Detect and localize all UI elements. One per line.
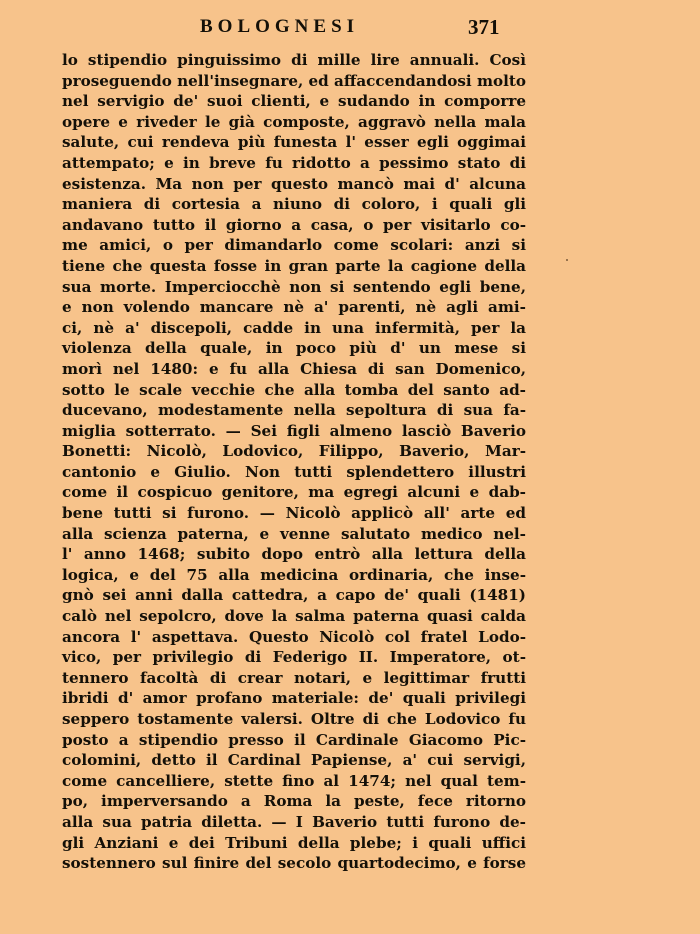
running-title: BOLOGNESI [200, 16, 360, 37]
text-line: calò nel sepolcro, dove la salma paterna quasi calda [62, 607, 526, 626]
text-line: colomini, detto il Cardinal Papiense, a' cui servigi, [62, 751, 526, 770]
text-line: gli Anziani e dei Tribuni della plebe; i quali uffici [62, 833, 526, 852]
text-line: sostennero sul finire del secolo quartodecimo, e forse [62, 854, 526, 873]
text-line: gnò sei anni dalla cattedra, a capo de' quali (1481) [62, 586, 526, 605]
text-line: me amici, o per dimandarlo come scolari: anzi si [62, 236, 526, 255]
text-line: maniera di cortesia a niuno di coloro, i quali gli [62, 195, 526, 214]
text-line: posto a stipendio presso il Cardinale Giacomo Pic- [62, 730, 526, 749]
paper-speck [566, 259, 568, 261]
text-line: salute, cui rendeva più funesta l' esser egli oggimai [62, 133, 526, 152]
text-line: l' anno 1468; subito dopo entrò alla lettura della [62, 545, 526, 564]
text-line: lo stipendio pinguissimo di mille lire annuali. Così [62, 51, 526, 69]
text-line: esistenza. Ma non per questo mancò mai d' alcuna [62, 174, 526, 193]
text-line: bene tutti si furono. — Nicolò applicò all' arte ed [62, 504, 526, 523]
text-line: logica, e del 75 alla medicina ordinaria, che inse- [62, 565, 526, 584]
text-line: alla scienza paterna, e venne salutato medico nel- [62, 524, 526, 543]
text-line: attempato; e in breve fu ridotto a pessimo stato di [62, 153, 526, 172]
text-line: ducevano, modestamente nella sepoltura di sua fa- [62, 401, 526, 420]
text-line: tiene che questa fosse in gran parte la cagione della [62, 256, 526, 275]
body-text [62, 50, 526, 874]
text-line: sua morte. Imperciocchè non si sentendo egli bene, [62, 277, 526, 296]
text-line: nel servigio de' suoi clienti, e sudando in comporre [62, 92, 526, 111]
text-line: alla sua patria diletta. — I Baverio tutti furono de- [62, 812, 526, 831]
text-line: tennero facoltà di crear notari, e legittimar frutti [62, 668, 526, 687]
text-line: opere e riveder le già composte, aggravò nella mala [62, 112, 526, 131]
text-line: seppero tostamente valersi. Oltre di che Lodovico fu [62, 710, 526, 728]
text-line: proseguendo nell'insegnare, ed affaccendandosi molto [62, 71, 526, 90]
text-line: miglia sotterrato. — Sei figli almeno lasciò Baverio [62, 421, 526, 440]
text-line: ibridi d' amor profano materiale: de' quali privilegi [62, 689, 526, 708]
text-line: morì nel 1480: e fu alla Chiesa di san Domenico, [62, 359, 526, 378]
text-line: come cancelliere, stette fino al 1474; nel qual tem- [62, 771, 526, 790]
page-number: 371 [468, 15, 500, 39]
text-line: ci, nè a' discepoli, cadde in una infermità, per la [62, 318, 526, 337]
text-line: cantonio e Giulio. Non tutti splendettero illustri [62, 462, 526, 481]
text-line: violenza della quale, in poco più d' un mese si [62, 339, 526, 358]
text-line: e non volendo mancare nè a' parenti, nè agli ami- [62, 298, 526, 317]
text-line: come il cospicuo genitore, ma egregi alcuni e dab- [62, 483, 526, 502]
text-line: sotto le scale vecchie che alla tomba del santo ad- [62, 380, 526, 399]
page-header [0, 12, 700, 42]
text-line: andavano tutto il giorno a casa, o per visitarlo co- [62, 215, 526, 234]
text-line: Bonetti: Nicolò, Lodovico, Filippo, Baverio, Mar- [62, 442, 526, 461]
text-line: vico, per privilegio di Federigo II. Imperatore, ot- [62, 648, 526, 667]
text-line: ancora l' aspettava. Questo Nicolò col fratel Lodo- [62, 627, 526, 646]
text-line: po, imperversando a Roma la peste, fece ritorno [62, 792, 526, 811]
